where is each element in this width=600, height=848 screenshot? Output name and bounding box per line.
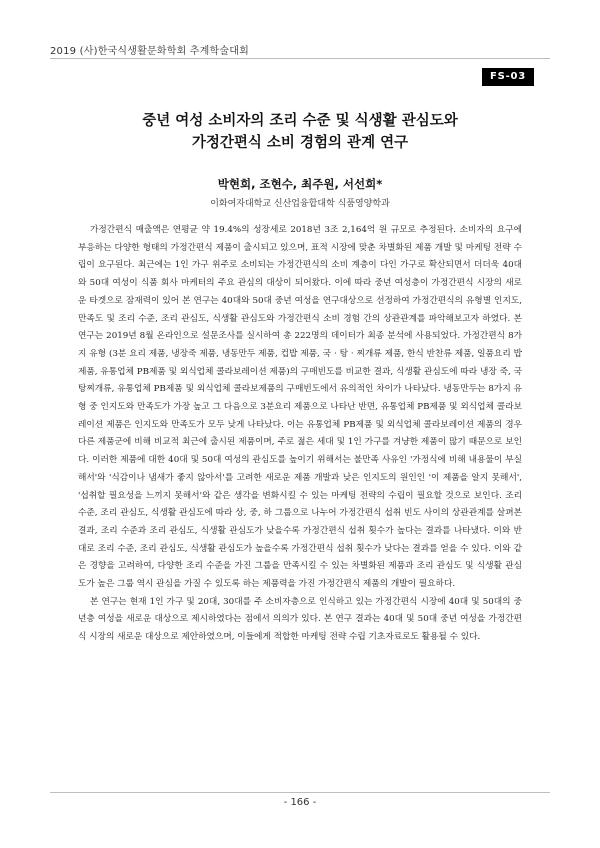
title-line-1: 중년 여성 소비자의 조리 수준 및 식생활 관심도와 bbox=[142, 113, 458, 129]
abstract-body bbox=[78, 222, 522, 647]
affiliation: 이화여자대학교 신산업융합대학 식품영양학과 bbox=[210, 199, 390, 209]
running-header: 2019 (사)한국식생활문화학회 추계학술대회 bbox=[50, 46, 249, 57]
paragraph-2: 본 연구는 현재 1인 가구 및 20대, 30대를 주 소비자층으로 인식하고 있는 가정간편식 시장에 40대 및 50대의 중년층 여성을 새로운 대상으로 제시하였다는 점에서 의의가 있다. 본 연구 결과는 40대 및 50대 중년 여성을 가정간편식 시장의 새로운 대상으로 제안하였으며, 이들에게 적합한 마케팅 전략 수립 기초자료로도 활용될 수 있다. bbox=[78, 596, 522, 643]
paper-title bbox=[60, 110, 540, 154]
session-badge: FS-03 bbox=[482, 68, 534, 86]
header-divider bbox=[50, 58, 550, 59]
title-line-2: 가정간편식 소비 경험의 관계 연구 bbox=[191, 135, 409, 151]
author-list: 박현희, 조현수, 최주원, 서선희* bbox=[217, 177, 383, 191]
footer-divider bbox=[50, 792, 550, 793]
page-number: - 166 - bbox=[283, 797, 317, 808]
paragraph-1: 가정간편식 매출액은 연평균 약 19.4%의 성장세로 2018년 3조 2,164억 원 규모로 추정된다. 소비자의 요구에 부응하는 다양한 형태의 가정간편식 제품이 출시되고 있으며, 표적 시장에 맞춘 차별화된 제품 개발 및 마케팅 전략 수립이 요구된다. 최근에는 1인 가구 위주로 소비되는 가정간편식의 소비 계층이 다인 가구로 확산되면서 더더욱 40대와 50대 여성이 식품 회사 마케터의 주요 관심의 대상이 되어왔다. 이에 따라 중년 여성층이 가정간편식 시장의 새로운 타겟으로 잠재력이 있어 본 연구는 40대와 50대 중년 여성을 연구대상으로 선정하여 가정간편식의 유형별 인지도, 만족도 및 조리 수준, 조리 관심도, 식생활 관심도와 가정간편식 소비 경험 간의 상관관계를 파악해보고자 하였다. 본 연구는 2019년 8월 온라인으로 설문조사를 실시하여 총 222명의 데이터가 최종 분석에 사용되었다. 가정간편식 8가지 유형 (3분 요리 제품, 냉장죽 제품, 냉동만두 제품, 컵밥 제품, 국 · 탕 · 찌개류 제품, 한식 반찬류 제품, 일품요리 밥 제품, 유통업체 PB제품 및 외식업체 콜라보레이션 제품)의 구매빈도를 비교한 결과, 식생활 관심도에 따라 냉장 죽, 국탕찌개류, 유통업체 PB제품 및 외식업체 콜라보제품의 구매빈도에서 유의적인 차이가 나타났다. 냉동만두는 8가지 유형 중 인지도와 만족도가 가장 높고 그 다음으로 3분요리 제품으로 나타난 반면, 유통업체 PB제품 및 외식업체 콜라보레이션 제품은 인지도와 만족도가 모두 낮게 나타났다. 이는 유통업체 PB제품 및 외식업체 콜라보레이션 제품의 경우 다른 제품군에 비해 비교적 최근에 출시된 제품이며, 주로 젊은 세대 및 1인 가구를 겨냥한 제품이 많기 때문으로 보인다. 이러한 제품에 대한 40대 및 50대 여성의 관심도를 높이기 위해서는 불만족 사유인 '가정식에 비해 내용물이 부실해서'와 '식감이나 냄새가 좋지 않아서'를 고려한 새로운 제품 개발과 낮은 인지도의 원인인 '이 제품을 알지 못해서', '섭취할 필요성을 느끼지 못해서'와 같은 생각을 변화시킬 수 있는 마케팅 전략의 수립이 필요할 것으로 보인다. 조리 수준, 조리 관심도, 식생활 관심도에 따라 상, 중, 하 그룹으로 나누어 가정간편식 섭취 빈도 사이의 상관관계를 살펴본 결과, 조리 수준과 조리 관심도, 식생활 관심도가 낮을수록 가정간편식 섭취 횟수가 높다는 결과를 나타냈다. 이와 반대로 조리 수준, 조리 관심도, 식생활 관심도가 높을수록 가정간편식 섭취 횟수가 낮다는 결과를 얻을 수 있다. 이와 같은 경향을 고려하여, 다양한 조리 수준을 가진 그룹을 만족시킬 수 있는 차별화된 제품과 조리 관심도 및 식생활 관심도가 높은 그룹 역시 관심을 가질 수 있도록 하는 제품력을 가진 가정간편식 제품의 개발이 필요하다. bbox=[78, 225, 522, 590]
